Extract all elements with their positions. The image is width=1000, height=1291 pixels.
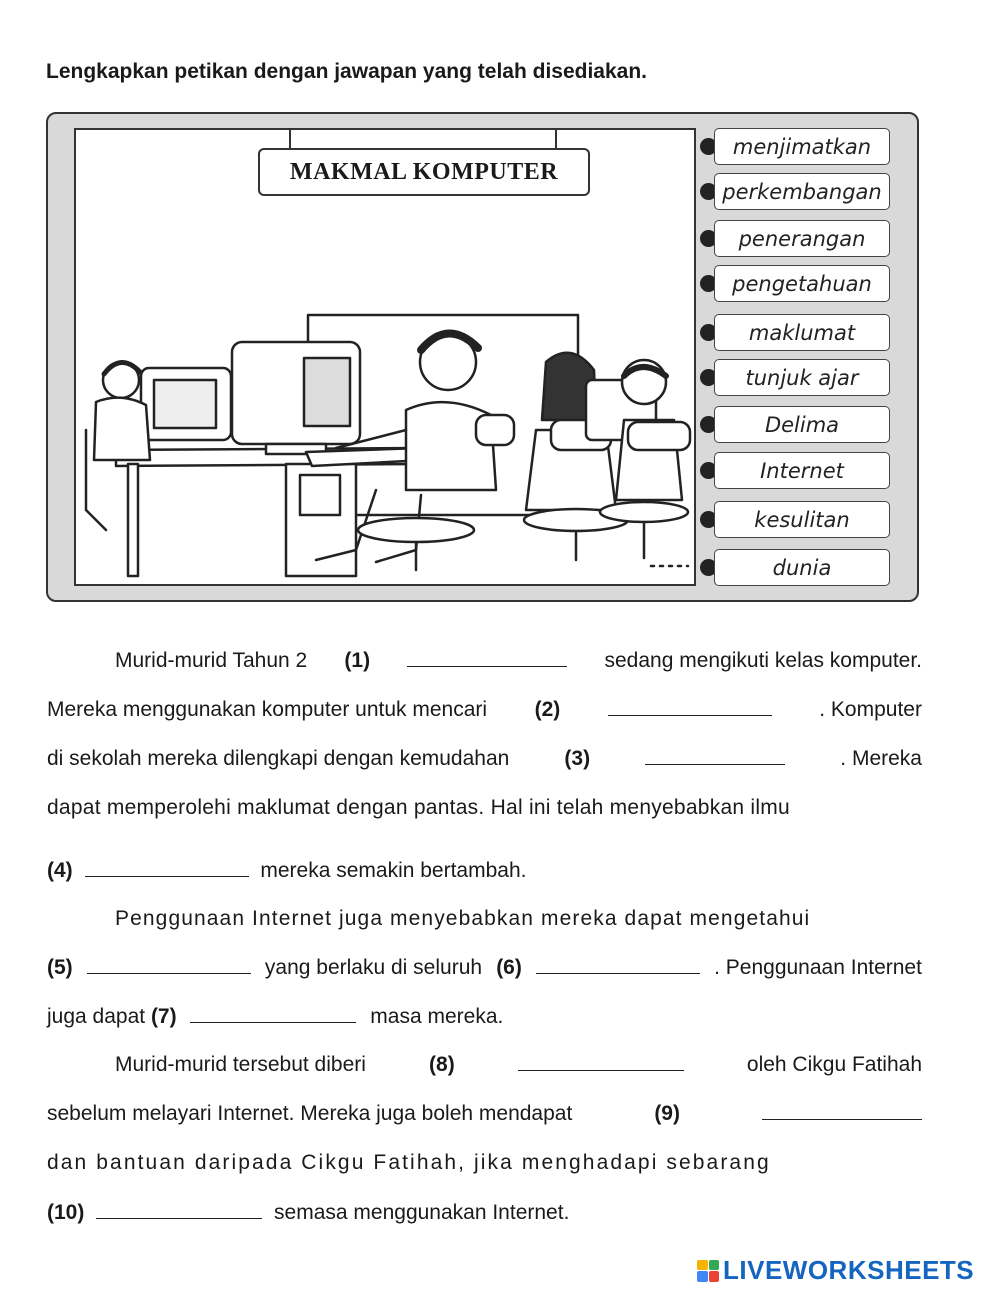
blank-number: (5)	[47, 956, 73, 979]
word-option[interactable]: dunia	[714, 549, 890, 586]
blank-number: (4)	[47, 859, 73, 882]
passage-line	[47, 1004, 922, 1030]
answer-blank-5[interactable]	[87, 955, 251, 974]
passage-text: masa mereka.	[370, 1005, 504, 1028]
blank-number: (2)	[534, 698, 561, 721]
word-bank-item	[700, 314, 900, 351]
passage-line	[47, 1101, 922, 1127]
brand-icon	[697, 1260, 719, 1282]
passage-text: Murid-murid tersebut diberi	[115, 1053, 366, 1076]
passage-text: Murid-murid Tahun 2	[115, 649, 308, 672]
word-option[interactable]: perkembangan	[714, 173, 890, 210]
word-option[interactable]: Internet	[714, 452, 890, 489]
passage-text: semasa menggunakan Internet.	[274, 1201, 570, 1224]
brand-name: LIVEWORKSHEETS	[723, 1255, 975, 1285]
blank-number: (6)	[496, 956, 522, 979]
liveworksheets-logo	[697, 1255, 974, 1286]
blank-number: (10)	[47, 1201, 85, 1224]
word-bank-item	[700, 265, 900, 302]
blank-number: (3)	[564, 747, 591, 770]
passage-text: Mereka menggunakan komputer untuk mencari	[47, 698, 488, 721]
passage-line	[47, 746, 922, 772]
word-bank-item	[700, 501, 900, 538]
blank-number: (1)	[344, 649, 371, 672]
word-bank-item	[700, 406, 900, 443]
passage-text: mereka semakin bertambah.	[260, 859, 527, 882]
passage-text: . Penggunaan Internet	[714, 956, 922, 979]
sign-hanger-left	[289, 128, 291, 150]
computer-lab-drawing	[76, 130, 694, 584]
answer-blank-9[interactable]	[762, 1101, 922, 1120]
passage-text: dapat memperolehi maklumat dengan pantas. Hal ini telah menyebabkan ilmu	[47, 796, 790, 819]
passage-text: sebelum melayari Internet. Mereka juga boleh mendapat	[47, 1102, 573, 1125]
passage-line	[47, 1150, 922, 1176]
word-bank-item	[700, 220, 900, 257]
passage-line	[47, 697, 922, 723]
passage-line	[47, 1200, 922, 1226]
answer-blank-2[interactable]	[608, 697, 772, 716]
sign-hanger-right	[555, 128, 557, 150]
word-bank-item	[700, 452, 900, 489]
passage-text: di sekolah mereka dilengkapi dengan kemudahan	[47, 747, 510, 770]
passage-text: oleh Cikgu Fatihah	[746, 1053, 922, 1076]
blank-number: (7)	[150, 1005, 177, 1028]
word-option[interactable]: tunjuk ajar	[714, 359, 890, 396]
word-option[interactable]: menjimatkan	[714, 128, 890, 165]
passage-line	[47, 858, 922, 884]
passage-line	[47, 1052, 922, 1078]
passage-line	[47, 955, 922, 981]
passage-text: sedang mengikuti kelas komputer.	[604, 649, 922, 672]
answer-blank-6[interactable]	[536, 955, 700, 974]
blank-number: (9)	[654, 1102, 680, 1125]
passage-text: juga dapat	[47, 1005, 146, 1028]
blank-number: (8)	[429, 1053, 455, 1076]
word-option[interactable]: penerangan	[714, 220, 890, 257]
picture-title: MAKMAL KOMPUTER	[258, 148, 590, 196]
passage-line	[47, 906, 922, 932]
answer-blank-4[interactable]	[85, 858, 249, 877]
instruction-heading: Lengkapkan petikan dengan jawapan yang telah disediakan.	[46, 60, 648, 83]
answer-blank-8[interactable]	[518, 1052, 684, 1071]
passage-text: . Mereka	[840, 747, 922, 770]
word-option[interactable]: maklumat	[714, 314, 890, 351]
word-bank-item	[700, 359, 900, 396]
word-option[interactable]: pengetahuan	[714, 265, 890, 302]
passage-text: yang berlaku di seluruh	[264, 956, 483, 979]
answer-blank-3[interactable]	[645, 746, 785, 765]
answer-blank-1[interactable]	[407, 648, 567, 667]
passage-line	[47, 648, 922, 674]
passage-text: . Komputer	[819, 698, 922, 721]
computer-lab-illustration	[74, 128, 696, 586]
passage-text: dan bantuan daripada Cikgu Fatihah, jika menghadapi sebarang	[47, 1151, 771, 1174]
word-bank-item	[700, 549, 900, 586]
passage-line	[47, 795, 922, 821]
word-bank-item	[700, 128, 900, 165]
word-option[interactable]: Delima	[714, 406, 890, 443]
word-bank-item	[700, 173, 900, 210]
passage-text: Penggunaan Internet juga menyebabkan mereka dapat mengetahui	[115, 907, 811, 930]
word-option[interactable]: kesulitan	[714, 501, 890, 538]
answer-blank-10[interactable]	[96, 1200, 262, 1219]
answer-blank-7[interactable]	[190, 1004, 356, 1023]
